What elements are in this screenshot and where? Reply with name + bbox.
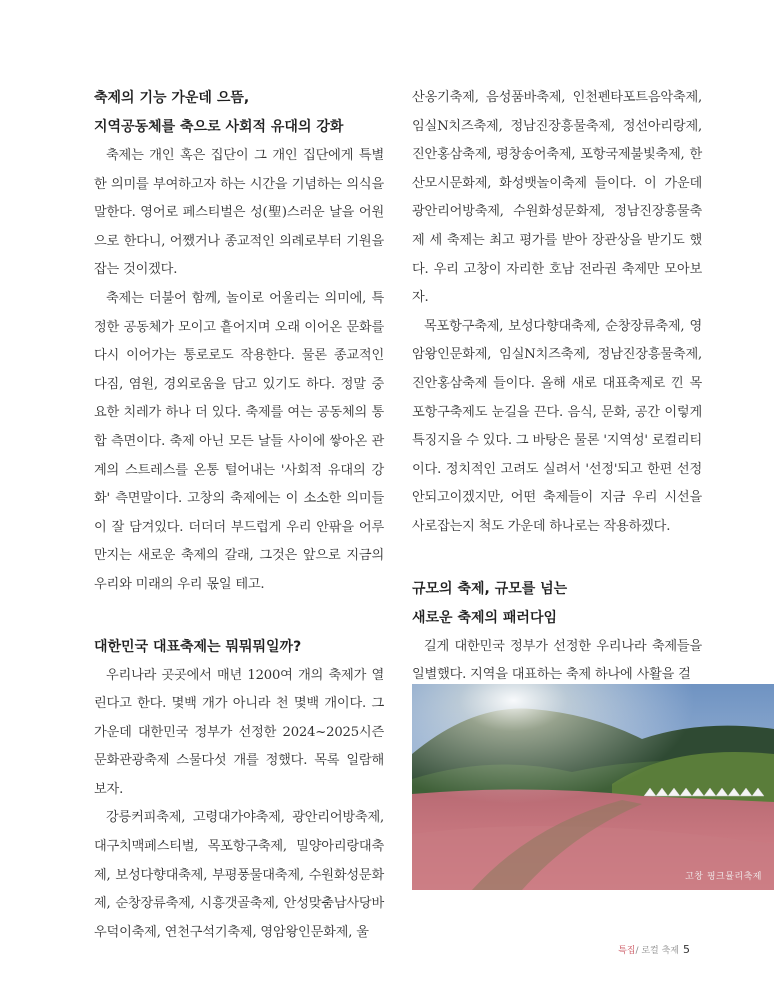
- section-heading-3b: 새로운 축제의 패러다임: [412, 609, 557, 626]
- paragraph-4: 강릉커피축제, 고령대가야축제, 광안리어방축제, 대구치맥페스티벌, 목포항구축제, 밀양아리랑대축제, 보성다향대축제, 부평풍물대축제, 수원화성문화제, 순창장류축제, 시흥갯골축제, 안성맞춤남사당바우덕이축제, 연천구석기축제, 영암왕인문화제, 울: [94, 810, 384, 940]
- pink-muhly-photo: [412, 684, 774, 890]
- paragraph-6: 목포항구축제, 보성다향대축제, 순창장류축제, 영암왕인문화제, 임실N치즈축제, 정남진장흥물축제, 진안홍삼축제 들이다. 올해 새로 대표축제로 낀 목포항구축제도 눈길을 끈다. 음식, 문화, 공간 이렇게 특징지을 수 있다. 그 바탕은 물론 '지역성' 로컬리티이다. 정치적인 고려도 실려서 '선정'되고 한편 선정 안되고이겠지만, 어떤 축제들이 지금 우리 시선을 사로잡는지 척도 가운데 하나로는 작용하겠다.: [412, 318, 702, 534]
- footer-section: 특집: [618, 946, 636, 956]
- left-column: [94, 84, 384, 947]
- page-footer: [618, 943, 690, 956]
- paragraph-5: 산옹기축제, 음성품바축제, 인천펜타포트음악축제, 임실N치즈축제, 정남진장흥물축제, 정선아리랑제, 진안홍삼축제, 평창송어축제, 포항국제불빛축제, 한산모시문화제, 화성뱃놀이축제 들이다. 이 가운데 광안리어방축제, 수원화성문화제, 정남진장흥물축제 세 축제는 최고 평가를 받아 장관상을 받기도 했다. 우리 고창이 자리한 호남 전라권 축제만 모아보자.: [412, 90, 702, 306]
- photo-illustration: [412, 684, 774, 890]
- section-heading-1b: 지역공동체를 축으로 사회적 유대의 강화: [94, 119, 344, 135]
- section-heading-2: 대한민국 대표축제는 뭐뭐뭐일까?: [94, 638, 302, 655]
- paragraph-1: 축제는 개인 혹은 집단이 그 개인 집단에게 특별한 의미를 부여하고자 하는 시간을 기념하는 의식을 말한다. 영어로 페스티벌은 성(聖)스러운 날을 어원으로 한다니, 어쨌거나 종교적인 의례로부터 기원을 잡는 것이겠다.: [94, 148, 384, 278]
- photo-caption: 고창 핑크뮬리축제: [685, 872, 762, 882]
- paragraph-7: 길게 대한민국 정부가 선정한 우리나라 축제들을 일별했다. 지역을 대표하는 축제 하나에 사활을 걸: [412, 638, 702, 683]
- section-heading-1a: 축제의 기능 가운데 으뜸,: [94, 90, 250, 106]
- section-heading-3a: 규모의 축제, 규모를 넘는: [412, 580, 568, 597]
- paragraph-3: 우리나라 곳곳에서 매년 1200여 개의 축제가 열린다고 한다. 몇백 개가 아니라 천 몇백 개이다. 그 가운데 대한민국 정부가 선정한 2024~2025시즌 문화관광축제 스물다섯 개를 정했다. 목록 일람해 보자.: [94, 667, 384, 797]
- footer-subtitle: / 로컬 축제: [635, 946, 679, 956]
- right-column: [412, 84, 702, 690]
- page-number: 5: [683, 943, 690, 956]
- paragraph-2: 축제는 더불어 함께, 놀이로 어울리는 의미에, 특정한 공동체가 모이고 흩어지며 오래 이어온 문화를 다시 이어가는 통로로도 작용한다. 물론 종교적인 다짐, 염원, 경외로움을 담고 있기도 하다. 정말 중요한 치레가 하나 더 있다. 축제를 여는 공동체의 통합 측면이다. 축제 아닌 모든 날들 사이에 쌓아온 관계의 스트레스를 온통 털어내는 '사회적 유대의 강화' 측면말이다. 고창의 축제에는 이 소소한 의미들이 잘 담겨있다. 더더더 부드럽게 우리 안팎을 어루만지는 새로운 축제의 갈래, 그것은 앞으로 지금의 우리와 미래의 우리 몫일 테고.: [94, 290, 384, 592]
